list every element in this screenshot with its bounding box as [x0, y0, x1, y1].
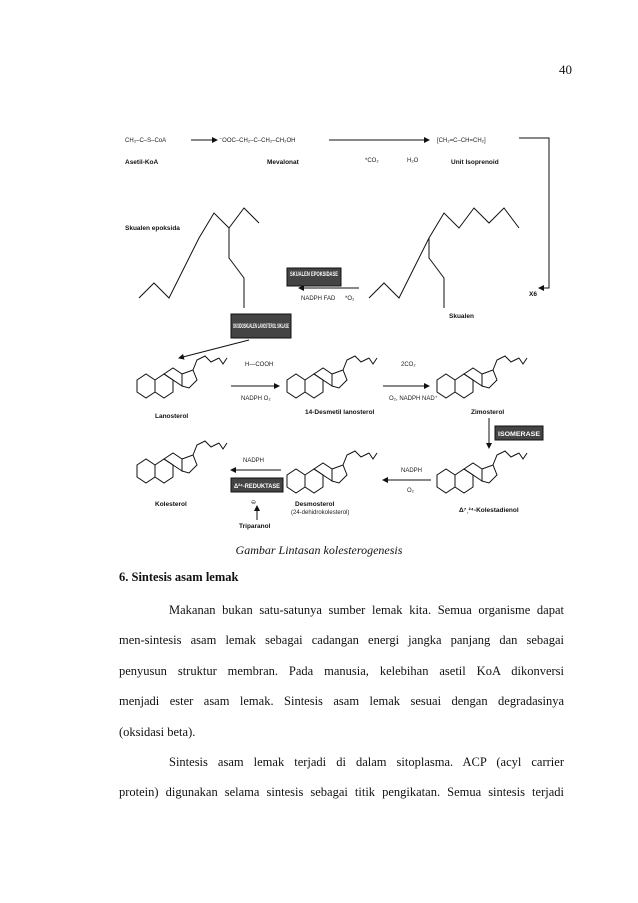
mevalonate-structure: ⁻OOC–CH₂–C–CH₂–CH₂OH	[219, 138, 296, 144]
squalene-epoxide-chain	[139, 208, 259, 298]
label-desmosterol-sub: (24-dehidrokolesterol)	[291, 510, 350, 516]
enzyme-skualen-epoksidase: SKUALEN EPOKSIDASE	[290, 272, 338, 278]
lanosterol-structure	[137, 356, 227, 398]
paragraph-2	[119, 747, 564, 808]
section-heading: 6. Sintesis asam lemak	[119, 570, 239, 584]
label-o2-nadph-nad: O₂, NADPH NAD⁺	[389, 396, 438, 402]
figure-caption: Gambar Lintasan kolesterogenesis	[235, 543, 403, 557]
label-skualen: Skualen	[449, 313, 474, 320]
label-o2: *O₂	[345, 296, 355, 302]
desmosterol-structure	[287, 451, 377, 493]
paragraph-1-line-1: Makanan bukan satu-satunya sumber lemak kita. Semua organisme dapat	[169, 603, 564, 617]
kolesterol-structure	[137, 441, 227, 483]
paragraph-1-line-2: men-sintesis asam lemak sebagai cadangan energi jangka panjang dan sebagai	[119, 633, 564, 648]
label-unit-isoprenoid: Unit Isoprenoid	[451, 159, 499, 166]
label-mevalonat: Mevalonat	[267, 159, 299, 166]
kolestadienol-structure	[437, 451, 527, 493]
label-x6: X6	[529, 291, 537, 298]
label-asetil-koa: Asetil-KoA	[125, 159, 159, 166]
zimosterol-structure	[437, 356, 527, 398]
cholesterogenesis-figure	[119, 118, 564, 530]
label-kolesterol: Kolesterol	[155, 501, 187, 508]
enzyme-siklase: OKSIDOSKUALEN LANOSTEROL SIKLASE	[233, 324, 289, 330]
squalene-branch	[429, 238, 444, 308]
isoprenoid-structure: [CH₂=C–CH=CH₂]	[437, 138, 486, 144]
paragraph-2-line-1: Sintesis asam lemak terjadi di dalam sitoplasma. ACP (acyl carrier	[169, 755, 564, 769]
label-zimosterol: Zimosterol	[471, 409, 505, 416]
arrow-epoxide-to-lanosterol	[179, 340, 249, 358]
label-2co2: 2CO₂	[401, 362, 416, 368]
paragraph-1	[119, 595, 564, 747]
label-nadph-fad: NADPH FAD	[301, 296, 336, 302]
squalene-epoxide-branch	[229, 228, 244, 308]
label-h2o: H₂O	[407, 158, 419, 164]
label-skualen-epoksida: Skualen epoksida	[125, 225, 180, 232]
label-nadph-top: NADPH	[401, 468, 423, 474]
label-lanosterol: Lanosterol	[155, 413, 189, 420]
label-nadph-o2: NADPH O₂	[241, 396, 271, 402]
enzyme-isomerase: ISOMERASE	[498, 432, 540, 438]
label-co2: *CO₂	[365, 158, 379, 164]
paragraph-1-line-4: menjadi ester asam lemak. Sintesis asam lemak sesuai dengan degradasinya	[119, 694, 564, 709]
pathway-diagram	[119, 118, 564, 530]
inhibit-symbol: ⊖	[251, 500, 257, 506]
arrow-isoprenoid-to-squalene	[519, 138, 549, 288]
paragraph-2-line-2: protein) digunakan selama sintesis sebagai titik pengikatan. Semua sintesis terjadi	[119, 785, 564, 800]
desmetil-lanosterol-structure	[287, 356, 377, 398]
label-desmosterol: Desmosterol	[295, 501, 335, 508]
page-number: 40	[559, 62, 572, 77]
label-triparanol: Triparanol	[239, 523, 271, 530]
label-nadph-mid: NADPH	[243, 458, 265, 464]
label-desmetil-lanosterol: 14-Desmetil lanosterol	[305, 409, 375, 416]
paragraph-1-line-5: (oksidasi beta).	[119, 724, 196, 739]
enzyme-reduktase: Δ²⁴-REDUKTASE	[234, 484, 283, 490]
label-kolestadienol: Δ⁷ˏ²⁴-Kolestadienol	[459, 507, 519, 514]
label-o2-bottom: O₂	[407, 488, 414, 494]
paragraph-1-line-3: penyusun struktur membran. Pada manusia, kelebihan asetil KoA dikonversi	[119, 663, 564, 678]
label-hcooh: H—COOH	[245, 362, 274, 368]
acetyl-structure: CH₃–C–S–CoA	[125, 138, 167, 144]
